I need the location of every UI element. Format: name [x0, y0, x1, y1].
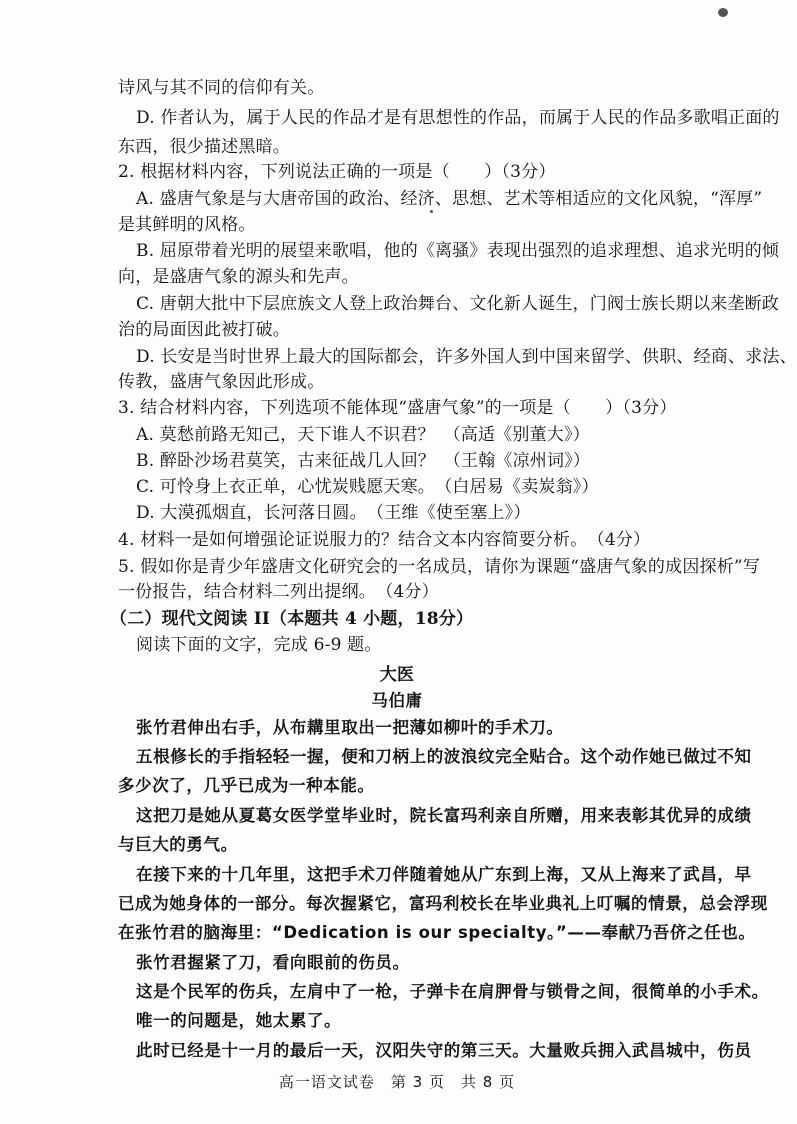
- question-3: 3. 结合材料内容，下列选项不能体现“盛唐气象”的一项是（ ）（3分）: [118, 398, 677, 418]
- story-title: 大医: [379, 665, 415, 685]
- q3-option-b: B. 醉卧沙场君莫笑，古来征战几人回？ （王翰《凉州词》）: [136, 451, 591, 471]
- question-2: 2. 根据材料内容，下列说法正确的一项是（ ）（3分）: [118, 162, 556, 182]
- story-paragraph: 五根修长的手指轻轻一握，便和刀柄上的波浪纹完全贴合。这个动作她已做过不知: [136, 747, 752, 766]
- q3-option-a: A. 莫愁前路无知己，天下谁人不识君？ （高适《别董大》）: [136, 425, 590, 445]
- q1-option-d: D. 作者认为，属于人民的作品才是有思想性的作品，而属于人民的作品多歌唱正面的: [136, 108, 780, 128]
- q1-option-d-cont: 东西，很少描述黑暗。: [118, 137, 290, 157]
- section-heading: （二）现代文阅读 II（本题共 4 小题，18分）: [110, 609, 474, 629]
- story-paragraph-cont: 在张竹君的脑海里：“Dedication is our specialty。”——奉献乃吾侪之任也。: [118, 923, 756, 942]
- story-paragraph: 这把刀是她从夏葛女医学堂毕业时，院长富玛利亲自所赠，用来表彰其优异的成绩: [136, 806, 752, 825]
- q2-option-a: A. 盛唐气象是与大唐帝国的政治、经济、思想、艺术等相适应的文化风貌，“浑厚”: [136, 189, 763, 209]
- question-5: 5. 假如你是青少年盛唐文化研究会的一名成员，请你为课题“盛唐气象的成因探析”写: [118, 557, 761, 577]
- q2-option-c-cont: 治的局面因此被打破。: [118, 320, 290, 340]
- scan-speck: [430, 210, 433, 213]
- story-author: 马伯庸: [371, 691, 423, 710]
- story-paragraph-cont: 与巨大的勇气。: [118, 835, 238, 854]
- story-paragraph-cont: 已成为她身体的一部分。每次握紧它，富玛利校长在毕业典礼上叮嘱的情景，总会浮现: [118, 894, 768, 913]
- q2-option-c: C. 唐朝大批中下层庶族文人登上政治舞台、文化新人诞生，门阀士族长期以来垄断政: [136, 294, 780, 314]
- q2-option-b-cont: 向，是盛唐气象的源头和先声。: [118, 267, 359, 287]
- story-paragraph: 唯一的问题是，她太累了。: [136, 1011, 342, 1030]
- question-4: 4. 材料一是如何增强论证说服力的？结合文本内容简要分析。 （4分）: [118, 530, 651, 550]
- q2-option-d: D. 长安是当时世界上最大的国际都会，许多外国人到中国来留学、供职、经商、求法、: [136, 347, 797, 367]
- q2-option-b: B. 屈原带着光明的展望来歌唱，他的《离骚》表现出强烈的追求理想、追求光明的倾: [136, 241, 780, 261]
- story-paragraph: 这是个民军的伤兵，左肩中了一枪，子弹卡在肩胛骨与锁骨之间，很简单的小手术。: [136, 982, 769, 1001]
- scan-speck: [718, 8, 728, 17]
- q2-option-d-cont: 传教，盛唐气象因此形成。: [118, 372, 325, 392]
- story-paragraph-cont: 多少次了，几乎已成为一种本能。: [118, 776, 375, 795]
- page-footer: 高一语文试卷 第 3 页 共 8 页: [278, 1073, 516, 1091]
- question-5-cont: 一份报告，结合材料二列出提纲。 （4分）: [118, 582, 439, 602]
- story-paragraph: 在接下来的十几年里，这把手术刀伴随着她从广东到上海，又从上海来了武昌，早: [136, 865, 752, 884]
- story-paragraph: 张竹君伸出右手，从布耩里取出一把薄如柳叶的手术刀。: [136, 718, 564, 737]
- q3-option-c: C. 可怜身上衣正单，心忧炭贱愿天寒。 （白居易《卖炭翁》）: [136, 477, 599, 497]
- story-paragraph: 此时已经是十一月的最后一天，汉阳失守的第三天。大量败兵拥入武昌城中，伤员: [136, 1041, 752, 1060]
- q2-option-a-cont: 是其鲜明的风格。: [118, 215, 256, 235]
- section-instruction: 阅读下面的文字，完成 6-9 题。: [136, 635, 382, 655]
- text-line-prev-option-cont: 诗风与其不同的信仰有关。: [118, 78, 325, 98]
- story-paragraph: 张竹君握紧了刀，看向眼前的伤员。: [136, 953, 410, 972]
- q3-option-d: D. 大漠孤烟直，长河落日圆。 （王维《使至塞上》）: [136, 503, 531, 523]
